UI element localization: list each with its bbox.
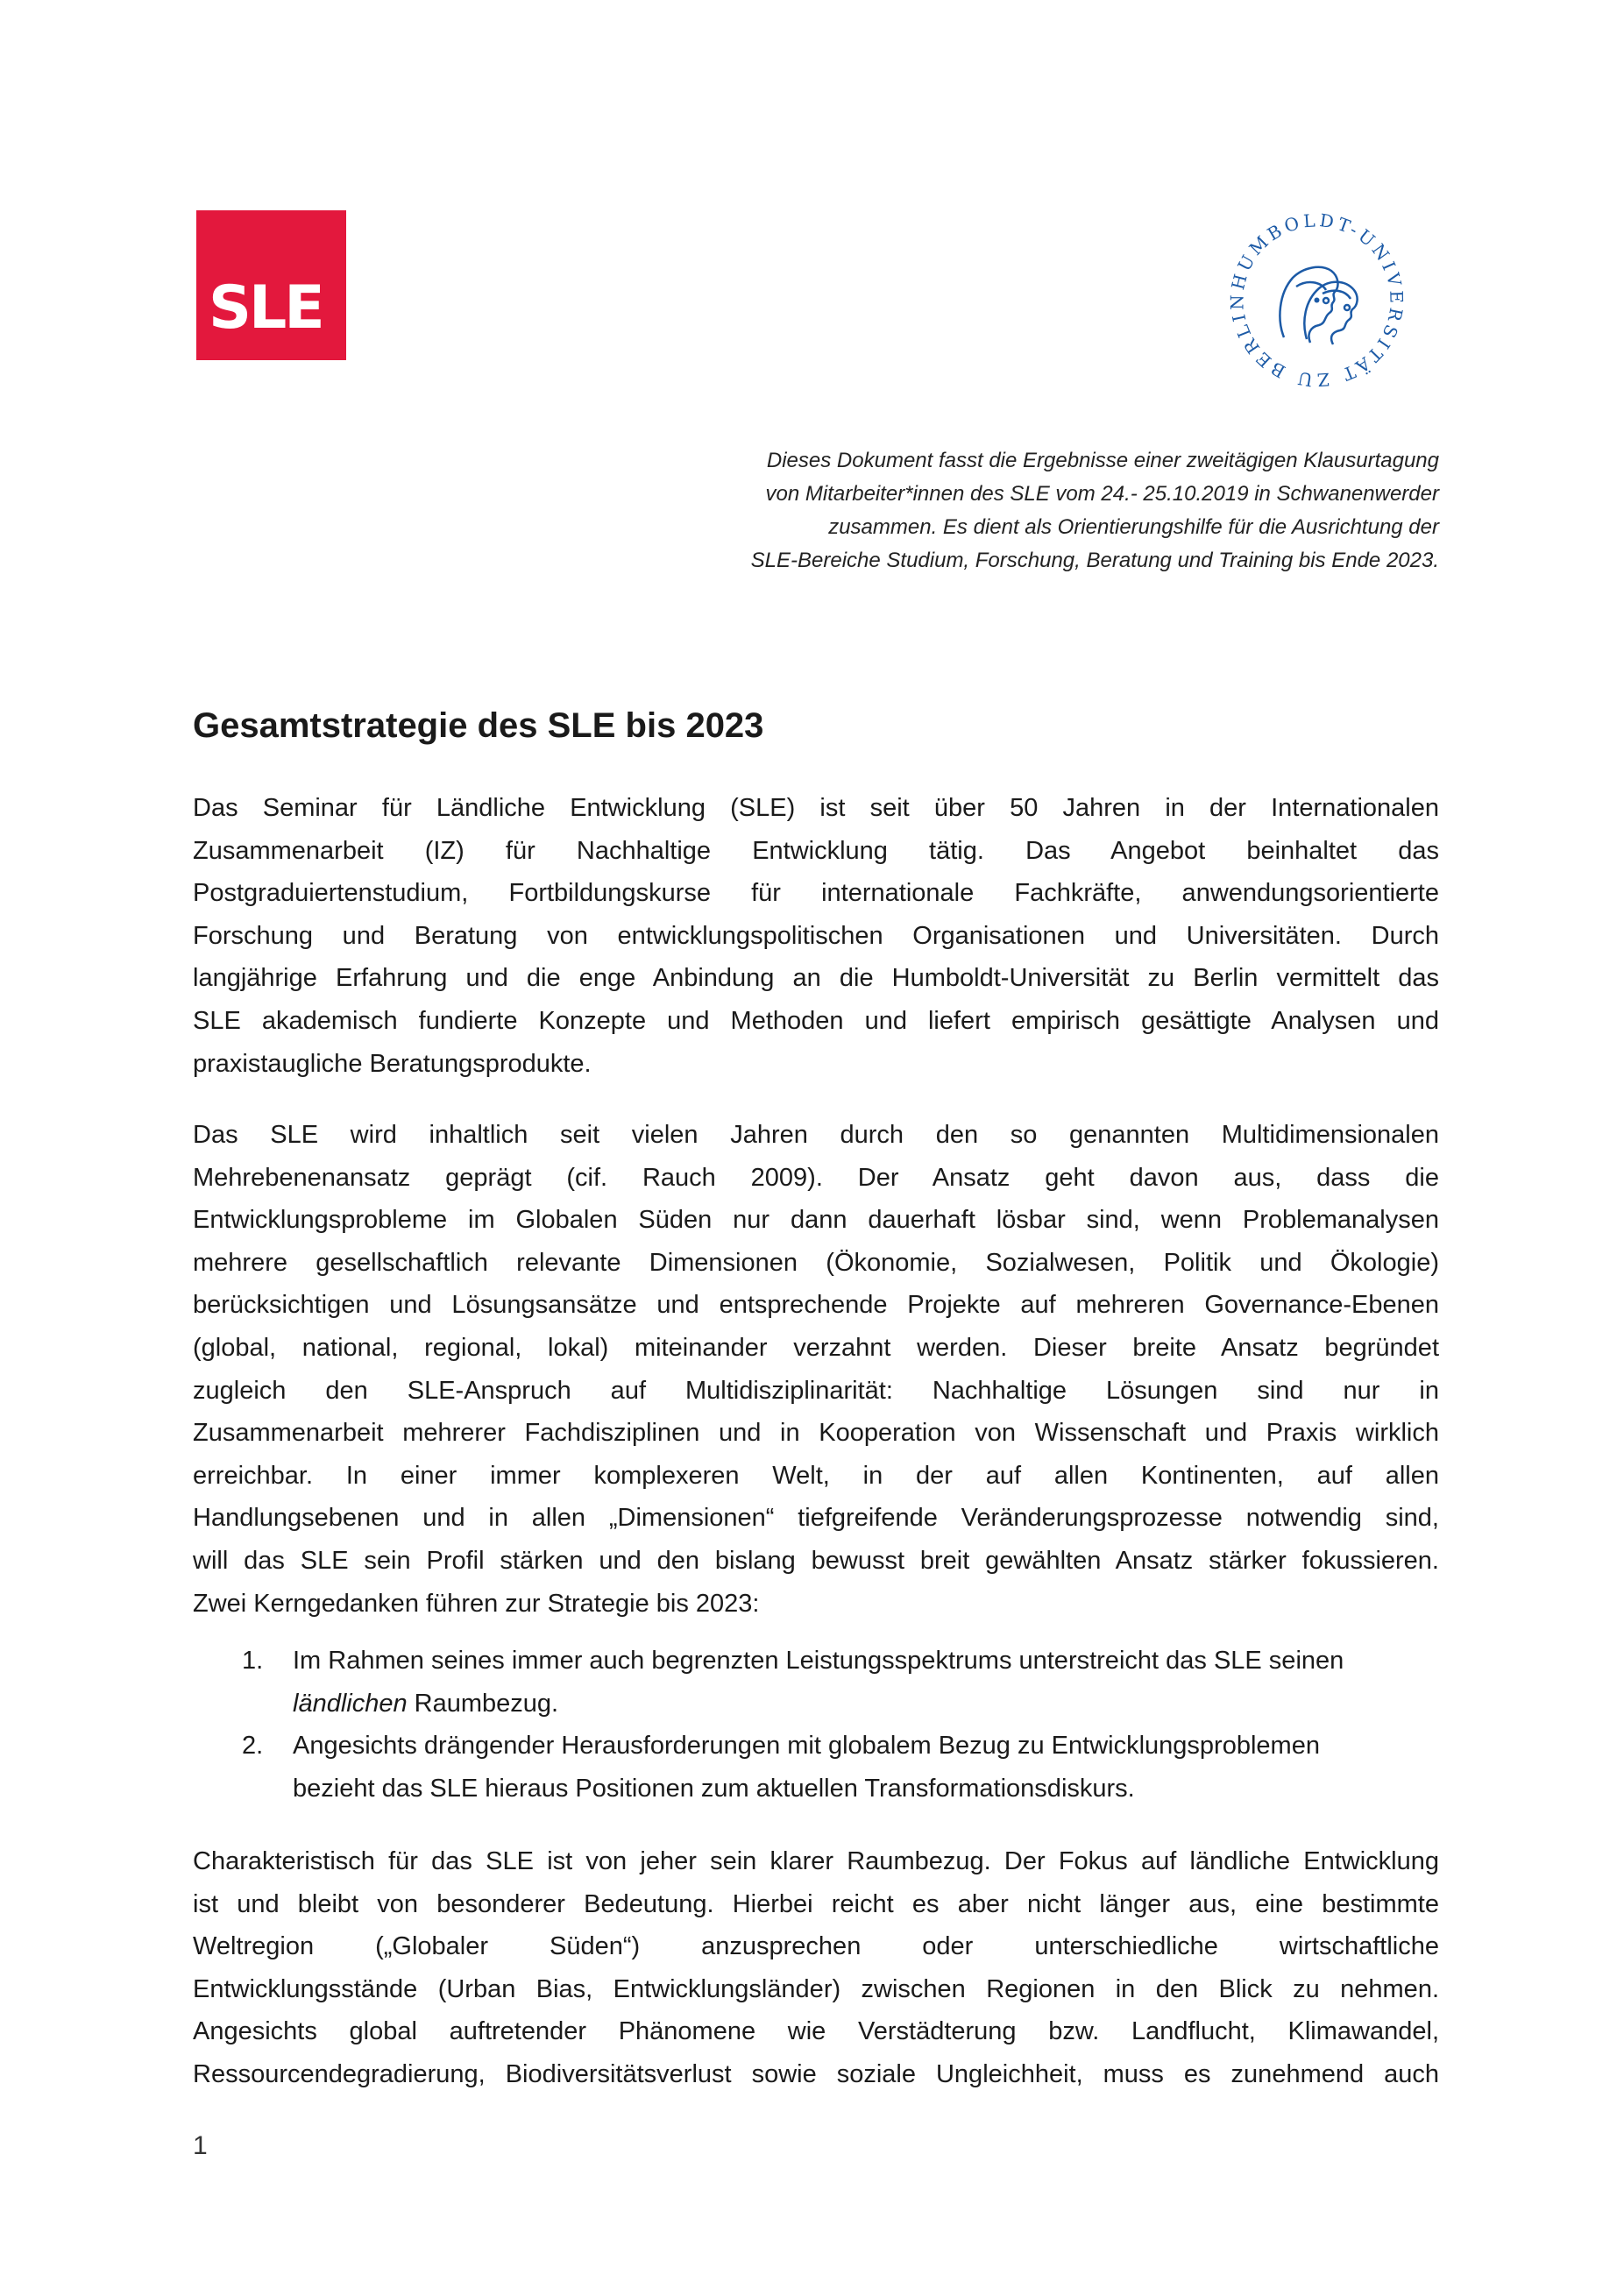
intro-line: von Mitarbeiter*innen des SLE vom 24.- 25.10.2019 in Schwanenwerder bbox=[765, 482, 1439, 506]
text-line: SLE akademisch fundierte Konzepte und Methoden und liefert empirisch gesättigte Analysen und bbox=[193, 1006, 1439, 1035]
paragraph-2 bbox=[193, 1114, 1439, 1625]
seal-ring-text: HUMBOLDT-UNIVERSITÄT ZU BERLIN bbox=[1226, 209, 1408, 391]
list-text-rest: Raumbezug. bbox=[407, 1689, 559, 1718]
text-line: Postgraduiertenstudium, Fortbildungskurse für internationale Fachkräfte, anwendungsorientierte bbox=[193, 879, 1439, 908]
text-line: Mehrebenenansatz geprägt (cif. Rauch 2009). Der Ansatz geht davon aus, dass die bbox=[193, 1163, 1439, 1192]
text-line: Zusammenarbeit mehrerer Fachdisziplinen und in Kooperation von Wissenschaft und Praxis wirklich bbox=[193, 1419, 1439, 1448]
text-line: mehrere gesellschaftlich relevante Dimensionen (Ökonomie, Sozialwesen, Politik und Ökologie) bbox=[193, 1248, 1439, 1277]
text-line: Handlungsebenen und in allen „Dimensionen“ tiefgreifende Veränderungsprozesse notwendig sind, bbox=[193, 1504, 1439, 1533]
text-line: Entwicklungsstände (Urban Bias, Entwicklungsländer) zwischen Regionen in den Blick zu nehmen. bbox=[193, 1974, 1439, 2003]
humboldt-university-seal bbox=[1223, 206, 1411, 394]
intro-line: zusammen. Es dient als Orientierungshilfe für die Ausrichtung der bbox=[828, 515, 1439, 539]
text-line: Angesichts global auftretender Phänomene wie Verstädterung bzw. Landflucht, Klimawandel, bbox=[193, 2017, 1439, 2046]
emphasis-text: ländlichen bbox=[293, 1689, 408, 1718]
text-line: ist und bleibt von besonderer Bedeutung. Hierbei reicht es aber nicht länger aus, eine bestimmte bbox=[193, 1889, 1439, 1918]
text-line: berücksichtigen und Lösungsansätze und entsprechende Projekte auf mehreren Governance-Ebenen bbox=[193, 1291, 1439, 1320]
text-line: Das SLE wird inhaltlich seit vielen Jahren durch den so genannten Multidimensionalen bbox=[193, 1121, 1439, 1149]
list-text: bezieht das SLE hieraus Positionen zum aktuellen Transformationsdiskurs. bbox=[293, 1774, 1135, 1803]
paragraph-3 bbox=[193, 1840, 1439, 2096]
list-number: 2. bbox=[242, 1732, 264, 1761]
page-number: 1 bbox=[193, 2131, 208, 2160]
text-line: will das SLE sein Profil stärken und den bislang bewusst breit gewählten Ansatz stärker fokussieren. bbox=[193, 1546, 1439, 1575]
list-number: 1. bbox=[242, 1647, 264, 1675]
sle-logo-text: SLE bbox=[209, 273, 323, 343]
page-title: Gesamtstrategie des SLE bis 2023 bbox=[193, 706, 764, 745]
paragraph-1 bbox=[193, 787, 1439, 1085]
text-line: Das Seminar für Ländliche Entwicklung (SLE) ist seit über 50 Jahren in der Internationalen bbox=[193, 794, 1439, 822]
text-line: Forschung und Beratung von entwicklungspolitischen Organisationen und Universitäten. Durch bbox=[193, 921, 1439, 950]
list-item bbox=[193, 1640, 1439, 1725]
text-line: Charakteristisch für das SLE ist von jeher sein klarer Raumbezug. Der Fokus auf ländliche Entwicklung bbox=[193, 1847, 1439, 1875]
text-line: langjährige Erfahrung und die enge Anbindung an die Humboldt-Universität zu Berlin vermittelt das bbox=[193, 964, 1439, 993]
text-line: (global, national, regional, lokal) miteinander verzahnt werden. Dieser breite Ansatz begründet bbox=[193, 1333, 1439, 1362]
text-line: Ressourcendegradierung, Biodiversitätsverlust sowie soziale Ungleichheit, muss es zunehmend auch bbox=[193, 2059, 1439, 2088]
list-item bbox=[193, 1725, 1439, 1810]
seal-portraits-icon bbox=[1280, 267, 1357, 344]
text-line: Zwei Kerngedanken führen zur Strategie bis 2023: bbox=[193, 1589, 760, 1618]
intro-line: SLE-Bereiche Studium, Forschung, Beratung und Training bis Ende 2023. bbox=[750, 549, 1439, 572]
sle-logo bbox=[196, 210, 346, 360]
intro-line: Dieses Dokument fasst die Ergebnisse einer zweitägigen Klausurtagung bbox=[766, 449, 1439, 472]
list-text bbox=[293, 1683, 1439, 1726]
numbered-list bbox=[193, 1640, 1439, 1810]
text-line: Zusammenarbeit (IZ) für Nachhaltige Entwicklung tätig. Das Angebot beinhaltet das bbox=[193, 836, 1439, 865]
text-line: erreichbar. In einer immer komplexeren Welt, in der auf allen Kontinenten, auf allen bbox=[193, 1461, 1439, 1490]
list-text: Angesichts drängender Herausforderungen mit globalem Bezug zu Entwicklungsproblemen bbox=[293, 1732, 1320, 1761]
list-text: Im Rahmen seines immer auch begrenzten Leistungsspektrums unterstreicht das SLE seinen bbox=[293, 1647, 1344, 1675]
text-line: praxistaugliche Beratungsprodukte. bbox=[193, 1049, 592, 1078]
text-line: Weltregion („Globaler Süden“) anzusprechen oder unterschiedliche wirtschaftliche bbox=[193, 1932, 1439, 1961]
text-line: zugleich den SLE-Anspruch auf Multidisziplinarität: Nachhaltige Lösungen sind nur in bbox=[193, 1376, 1439, 1405]
text-line: Entwicklungsprobleme im Globalen Süden nur dann dauerhaft lösbar sind, wenn Problemanalysen bbox=[193, 1206, 1439, 1235]
document-intro bbox=[684, 444, 1439, 578]
